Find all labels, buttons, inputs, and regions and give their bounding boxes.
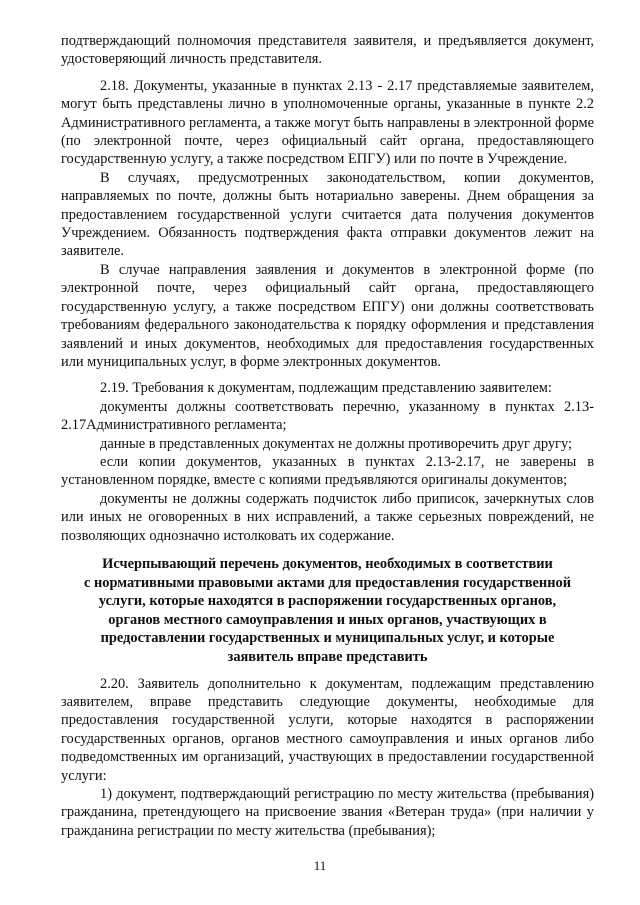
heading-line: Исчерпывающий перечень документов, необходимых в соответствии: [102, 555, 553, 572]
paragraph: 2.19. Требования к документам, подлежащим представлению заявителем:: [100, 380, 552, 397]
paragraph: данные в представленных документах не должны противоречить друг другу;: [100, 435, 572, 452]
paragraph: 1) документ, подтверждающий регистрацию по месту жительства (пребывания) гражданина, претендующего на присвоение звания «Ветеран труда» (при наличии у гражданина регистрации по месту жительства (пребывания);: [61, 785, 594, 839]
heading-line: заявитель вправе представить: [227, 648, 428, 665]
heading-line: органов местного самоуправления и иных органов, участвующих в: [108, 611, 547, 628]
paragraph: если копии документов, указанных в пунктах 2.13-2.17, не заверены в установленном порядке, вместе с копиями предъявляются оригиналы документов;: [61, 453, 594, 489]
paragraph: 2.18. Документы, указанные в пунктах 2.13 - 2.17 представляемые заявителем, могут быть представлены лично в уполномоченные органы, указанные в пункте 2.2 Административного регламента, а также могут быть направлены в электронной форме (по электронной почте, через официальный сайт органа, предоставляющего государственную услугу, а также посредством ЕПГУ) или по почте в Учреждение.: [61, 77, 594, 168]
heading-line: услуги, которые находятся в распоряжении государственных органов,: [98, 593, 557, 610]
paragraph: документы должны соответствовать перечню, указанному в пунктах 2.13-2.17Административного регламента;: [61, 398, 594, 434]
paragraph: подтверждающий полномочия представителя заявителя, и предъявляется документ, удостоверяющий личность представителя.: [61, 33, 594, 68]
heading-line: предоставлении государственных и муниципальных услуг, и которые: [100, 630, 555, 647]
page-number: 11: [313, 858, 327, 873]
document-body: [61, 32, 594, 840]
heading-line: с нормативными правовыми актами для предоставления государственной: [83, 574, 571, 591]
paragraph: документы не должны содержать подчисток либо приписок, зачеркнутых слов или иных не оговоренных в них исправлений, а также серьезных повреждений, не позволяющих однозначно истолковать их содержание.: [61, 490, 594, 544]
paragraph: 2.20. Заявитель дополнительно к документам, подлежащим представлению заявителем, вправе представить следующие документы, необходимые для предоставления государственной услуги, которые находятся в распоряжении государственных органов, органов местного самоуправления и иных органов либо подведомственных им организаций, участвующих в предоставлении государственной услуги:: [61, 675, 594, 784]
paragraph: В случаях, предусмотренных законодательством, копии документов, направляемых по почте, должны быть нотариально заверены. Днем обращения за предоставлением государственной услуги считается дата получения документов Учреждением. Обязанность подтверждения факта отправки документов лежит на заявителе.: [61, 169, 594, 260]
section-heading: [61, 555, 594, 667]
paragraph: В случае направления заявления и документов в электронной форме (по электронной почте, через официальный сайт органа, предоставляющего государственную услугу, а также посредством ЕПГУ) они должны соответствовать требованиям федерального законодательства к порядку оформления и представления заявлений и иных документов, необходимых для предоставления государственных или муниципальных услуг, в форме электронных документов.: [61, 261, 594, 370]
